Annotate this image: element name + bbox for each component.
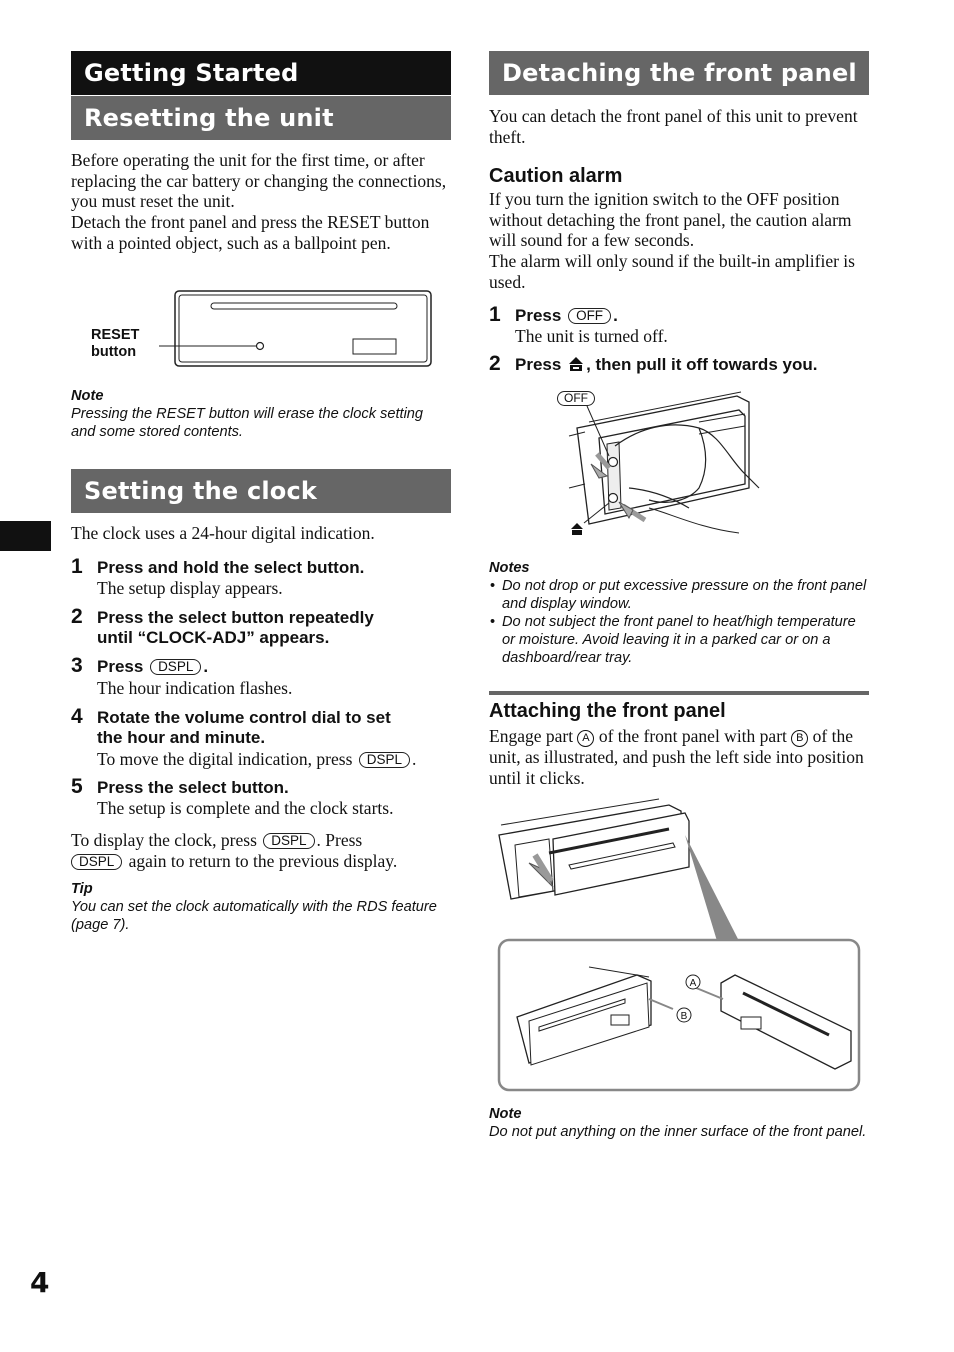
figure-part-b-label: B bbox=[680, 1011, 688, 1022]
reset-figure-label bbox=[91, 327, 139, 361]
tip-text: You can set the clock automatically with the RDS feature (page 7). bbox=[71, 899, 437, 933]
step-instruction: Press the select button. bbox=[97, 778, 289, 797]
step-instruction bbox=[515, 355, 817, 376]
step-number: 4 bbox=[71, 705, 83, 728]
step-result bbox=[97, 749, 416, 770]
off-button-symbol: OFF bbox=[568, 308, 611, 324]
step-instruction: Press and hold the select button. bbox=[97, 558, 365, 577]
step-period: . bbox=[613, 306, 618, 325]
detach-notes bbox=[489, 559, 869, 667]
step-number: 5 bbox=[71, 775, 83, 798]
reset-heading: Resetting the unit bbox=[71, 96, 451, 140]
dspl-button-symbol: DSPL bbox=[359, 752, 410, 768]
dspl-button-symbol: DSPL bbox=[71, 854, 122, 870]
dspl-button-symbol: DSPL bbox=[150, 659, 201, 675]
step-number: 1 bbox=[489, 303, 501, 326]
clock-intro: The clock uses a 24-hour digital indication. bbox=[71, 523, 375, 543]
tip-heading: Tip bbox=[71, 881, 93, 897]
step-result-text: To move the digital indication, press bbox=[97, 749, 353, 769]
off-button-label: OFF bbox=[557, 391, 595, 406]
notes-heading: Notes bbox=[489, 560, 530, 576]
caution-heading: Caution alarm bbox=[489, 165, 623, 187]
reset-para-2: Detach the front panel and press the RESET button with a pointed object, such as a ballpoint pen. bbox=[71, 212, 430, 253]
step-instruction-cont: until “CLOCK-ADJ” appears. bbox=[97, 628, 330, 647]
step-result: The setup display appears. bbox=[97, 578, 283, 598]
attach-illustration bbox=[489, 795, 869, 1095]
reset-para-1: Before operating the unit for the first time, or after replacing the car battery or changing the connections, you must reset the unit. bbox=[71, 150, 447, 212]
step-number: 2 bbox=[71, 605, 83, 628]
attach-divider bbox=[489, 691, 869, 695]
caution-text-2: The alarm will only sound if the built-in amplifier is used. bbox=[489, 251, 855, 292]
figure-part-a-label: A bbox=[689, 978, 697, 989]
dspl-button-symbol: DSPL bbox=[263, 833, 314, 849]
part-a-marker: A bbox=[577, 730, 594, 747]
detach-illustration bbox=[549, 388, 829, 543]
attach-note-text: Do not put anything on the inner surface of the front panel. bbox=[489, 1124, 867, 1140]
display-text-3: again to return to the previous display. bbox=[124, 850, 398, 871]
note-item: • Do not subject the front panel to heat/high temperature or moisture. Avoid leaving it in a parked car or on a dashboard/rear tray. bbox=[489, 613, 869, 667]
step-instruction: Rotate the volume control dial to set bbox=[97, 708, 391, 727]
step-period: . bbox=[203, 657, 209, 676]
step-instruction-cont: the hour and minute. bbox=[97, 728, 266, 747]
attach-text-1: Engage part bbox=[489, 726, 574, 746]
detach-heading: Detaching the front panel bbox=[489, 51, 869, 95]
part-b-marker: B bbox=[791, 730, 808, 747]
reset-label-line-2: button bbox=[91, 344, 137, 360]
clock-heading: Setting the clock bbox=[71, 469, 451, 513]
reset-note-heading: Note bbox=[71, 388, 104, 404]
reset-label-line-1: RESET bbox=[91, 327, 140, 343]
attach-note-heading: Note bbox=[489, 1106, 522, 1122]
step-press-text: Press bbox=[515, 355, 562, 374]
step-period: . bbox=[412, 749, 417, 769]
step-instruction: Press the select button repeatedly bbox=[97, 608, 374, 627]
attach-text bbox=[489, 726, 871, 788]
step-press-text: Press bbox=[515, 306, 562, 325]
attach-text-3: of the unit, as illustrated, and push the left side into position until it clicks. bbox=[489, 726, 864, 788]
section-tab-marker bbox=[0, 521, 51, 551]
step-press-text: Press bbox=[97, 657, 144, 676]
attach-heading: Attaching the front panel bbox=[489, 700, 726, 722]
caution-text-1: If you turn the ignition switch to the OFF position without detaching the front panel, the caution alarm will sound for a few seconds. bbox=[489, 189, 852, 251]
step-result: The hour indication flashes. bbox=[97, 678, 293, 698]
clock-display-paragraph bbox=[71, 830, 451, 871]
step-result: The unit is turned off. bbox=[515, 326, 668, 346]
section-title: Getting Started bbox=[71, 51, 451, 95]
display-text-2: . Press bbox=[316, 830, 363, 850]
attach-note bbox=[489, 1105, 869, 1141]
display-text-1: To display the clock, press bbox=[71, 830, 257, 850]
step-result: The setup is complete and the clock starts. bbox=[97, 798, 394, 818]
reset-note bbox=[71, 387, 451, 441]
note-item: • Do not drop or put excessive pressure on the front panel and display window. bbox=[489, 577, 869, 613]
step-instruction bbox=[97, 657, 208, 678]
step-instruction-text: , then pull it off towards you. bbox=[586, 355, 818, 374]
step-number: 3 bbox=[71, 654, 83, 677]
step-instruction bbox=[515, 306, 618, 327]
clock-tip bbox=[71, 880, 451, 934]
step-number: 2 bbox=[489, 352, 501, 375]
detach-intro: You can detach the front panel of this unit to prevent theft. bbox=[489, 106, 858, 147]
attach-text-2: of the front panel with part bbox=[598, 726, 787, 746]
step-number: 1 bbox=[71, 555, 83, 578]
panel-release-icon bbox=[566, 355, 586, 373]
reset-note-text: Pressing the RESET button will erase the clock setting and some stored contents. bbox=[71, 406, 424, 440]
page-number: 4 bbox=[30, 1266, 50, 1299]
